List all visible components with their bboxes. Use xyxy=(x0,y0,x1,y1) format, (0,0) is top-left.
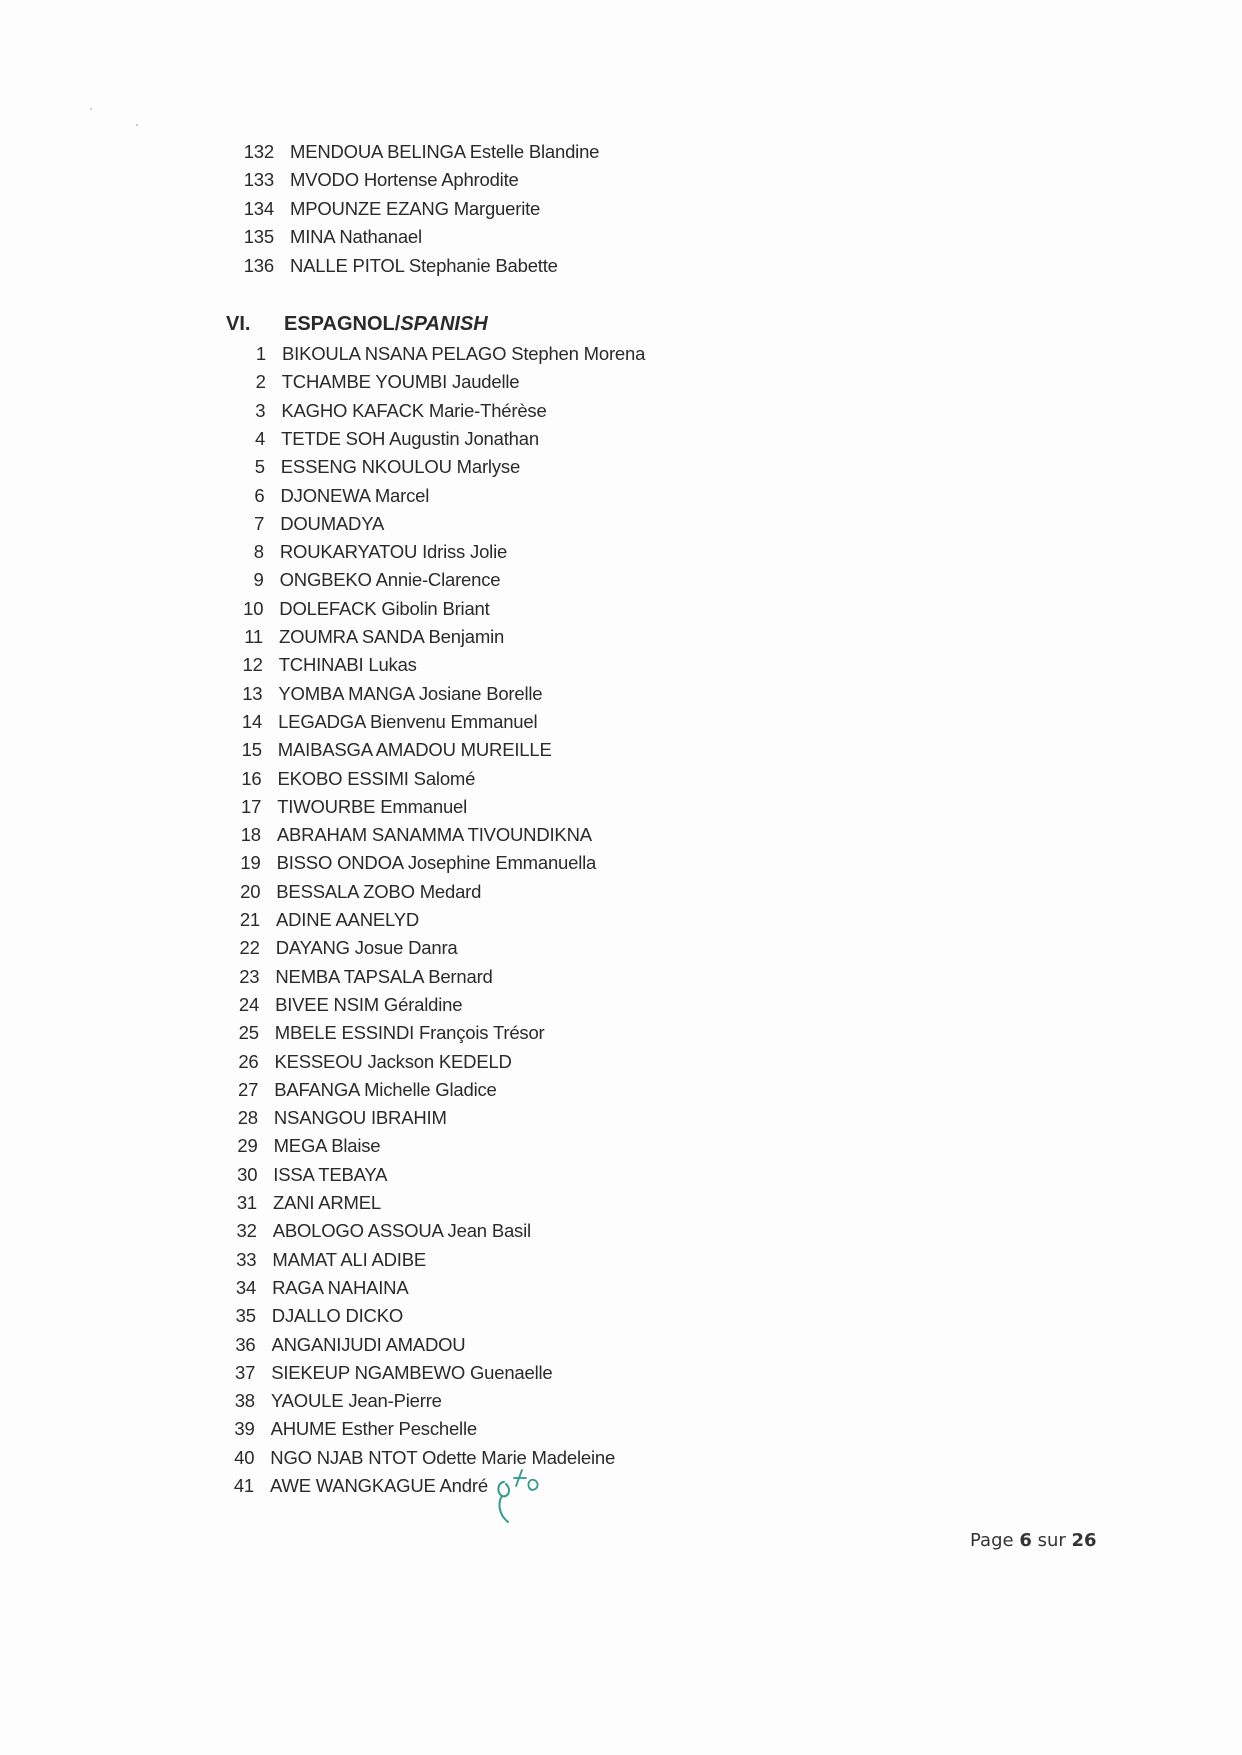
list-item-name: MBELE ESSINDI François Trésor xyxy=(274,1022,545,1044)
list-item-name: ABRAHAM SANAMMA TIVOUNDIKNA xyxy=(276,824,592,846)
footer-current-page: 6 xyxy=(1019,1530,1032,1551)
list-item-name: TCHINABI Lukas xyxy=(278,654,417,676)
list-item-number: 134 xyxy=(243,197,274,219)
scan-speck xyxy=(136,124,138,126)
list-item-name: MEGA Blaise xyxy=(273,1135,381,1157)
list-item-number: 11 xyxy=(244,626,263,647)
section-title xyxy=(284,310,488,338)
list-item-name: MVODO Hortense Aphrodite xyxy=(290,169,519,191)
list-item-number: 13 xyxy=(242,682,263,704)
list-item-name: BIVEE NSIM Géraldine xyxy=(275,993,463,1015)
list-item-name: LEGADGA Bienvenu Emmanuel xyxy=(278,710,538,732)
list-item-number: 39 xyxy=(234,1418,255,1440)
list-item-name: SIEKEUP NGAMBEWO Guenaelle xyxy=(271,1361,553,1383)
list-item-number: 2 xyxy=(255,371,266,393)
list-item-number: 5 xyxy=(254,456,265,478)
list-item-number: 133 xyxy=(243,169,274,191)
list-item-number: 132 xyxy=(243,141,274,162)
list-item-number: 33 xyxy=(236,1248,257,1270)
list-item-name: EKOBO ESSIMI Salomé xyxy=(277,767,476,789)
list-item-number: 19 xyxy=(240,852,261,874)
list-item-number: 21 xyxy=(239,909,260,930)
list-item-number: 35 xyxy=(235,1305,256,1327)
list-item-name: AWE WANGKAGUE André xyxy=(270,1475,488,1496)
list-item-number: 24 xyxy=(238,993,260,1015)
list-item-number: 136 xyxy=(243,254,274,276)
list-item-name: BIKOULA NSANA PELAGO Stephen Morena xyxy=(282,343,646,364)
list-item-number: 31 xyxy=(236,1192,257,1213)
list-item-number: 36 xyxy=(235,1333,256,1355)
list-item-name: DJONEWA Marcel xyxy=(280,484,430,506)
list-item-name: ROUKARYATOU Idriss Jolie xyxy=(279,541,508,563)
list-item-name: ONGBEKO Annie-Clarence xyxy=(279,569,501,591)
list-item-number: 1 xyxy=(255,343,266,364)
list-item-name: DOLEFACK Gibolin Briant xyxy=(279,597,490,619)
list-item-name: MINA Nathanael xyxy=(290,226,422,248)
list-item-number: 23 xyxy=(239,965,260,987)
list-item-name: NEMBA TAPSALA Bernard xyxy=(275,965,493,987)
list-item-number: 10 xyxy=(243,597,264,619)
list-item-name: AHUME Esther Peschelle xyxy=(270,1418,477,1440)
list-item-number: 28 xyxy=(237,1107,258,1129)
section-title-italic: SPANISH xyxy=(400,313,488,335)
list-item-name: NSANGOU IBRAHIM xyxy=(273,1107,447,1129)
list-item-number: 3 xyxy=(255,399,266,421)
footer-prefix: Page xyxy=(970,1530,1020,1551)
list-item-name: TETDE SOH Augustin Jonathan xyxy=(281,427,539,449)
list-item-number: 26 xyxy=(238,1050,259,1072)
list-item-number: 34 xyxy=(235,1276,257,1298)
list-item-name: KESSEOU Jackson KEDELD xyxy=(274,1050,512,1072)
list-item-number: 41 xyxy=(233,1475,254,1496)
list-item-number: 29 xyxy=(237,1135,258,1157)
list-item-number: 6 xyxy=(254,484,265,506)
list-item-name: YAOULE Jean-Pierre xyxy=(270,1390,442,1412)
list-item-number: 135 xyxy=(243,226,274,248)
list-item-name: MPOUNZE EZANG Marguerite xyxy=(290,197,541,219)
list-item-number: 14 xyxy=(241,710,263,732)
list-item-name: BISSO ONDOA Josephine Emmanuella xyxy=(276,852,597,874)
list-item-number: 12 xyxy=(242,654,263,676)
list-item-number: 40 xyxy=(234,1446,255,1468)
list-item-number: 32 xyxy=(236,1220,257,1242)
list-item-name: RAGA NAHAINA xyxy=(272,1276,409,1298)
list-item-name: TIWOURBE Emmanuel xyxy=(277,795,468,817)
list-item-number: 20 xyxy=(240,880,261,902)
list-item-number: 7 xyxy=(254,512,265,534)
list-item-name: ABOLOGO ASSOUA Jean Basil xyxy=(272,1220,531,1242)
list-item-name: NGO NJAB NTOT Odette Marie Madeleine xyxy=(270,1446,616,1468)
list-item-number: 30 xyxy=(237,1163,258,1185)
list-item-name: DAYANG Josue Danra xyxy=(275,937,458,959)
list-item-number: 37 xyxy=(235,1361,256,1383)
list-item-name: DOUMADYA xyxy=(280,512,385,534)
section-title-main: ESPAGNOL/ xyxy=(284,313,401,335)
list-item-number: 38 xyxy=(234,1390,255,1412)
list-item-number: 9 xyxy=(253,569,264,591)
list-item-name: DJALLO DICKO xyxy=(271,1305,404,1327)
list-item-name: ZANI ARMEL xyxy=(273,1192,381,1213)
list-item-name: MAIBASGA AMADOU MUREILLE xyxy=(277,739,552,761)
list-item-name: ESSENG NKOULOU Marlyse xyxy=(280,456,521,478)
handwritten-initials xyxy=(490,1468,554,1526)
list-item-name: ANGANIJUDI AMADOU xyxy=(271,1333,466,1355)
list-item-number: 4 xyxy=(255,427,266,449)
list-item-name: KAGHO KAFACK Marie-Thérèse xyxy=(281,399,547,421)
list-item-number: 8 xyxy=(253,541,264,563)
list-item-number: 25 xyxy=(238,1022,259,1044)
list-item-name: ZOUMRA SANDA Benjamin xyxy=(279,626,505,647)
footer-total-pages: 26 xyxy=(1071,1530,1097,1551)
list-item-number: 22 xyxy=(239,937,260,959)
list-item-number: 18 xyxy=(240,824,261,846)
list-item-number: 15 xyxy=(241,739,262,761)
list-item-name: ISSA TEBAYA xyxy=(273,1163,388,1185)
footer-middle: sur xyxy=(1031,1530,1072,1551)
list-item-number: 17 xyxy=(241,795,262,817)
list-item-name: MENDOUA BELINGA Estelle Blandine xyxy=(290,141,600,162)
list-item-name: TCHAMBE YOUMBI Jaudelle xyxy=(281,371,520,393)
list-item-name: NALLE PITOL Stephanie Babette xyxy=(290,254,558,276)
list-item-name: ADINE AANELYD xyxy=(276,909,420,930)
list-item-name: BESSALA ZOBO Medard xyxy=(276,880,482,902)
list-item-number: 16 xyxy=(241,767,262,789)
list-item-name: YOMBA MANGA Josiane Borelle xyxy=(278,682,543,704)
list-item-number: 27 xyxy=(238,1078,259,1100)
page-footer xyxy=(970,1530,1097,1551)
section-number: VI. xyxy=(226,313,251,335)
scan-speck xyxy=(90,108,92,110)
list-item-name: BAFANGA Michelle Gladice xyxy=(274,1078,497,1100)
list-item-name: MAMAT ALI ADIBE xyxy=(272,1248,427,1270)
